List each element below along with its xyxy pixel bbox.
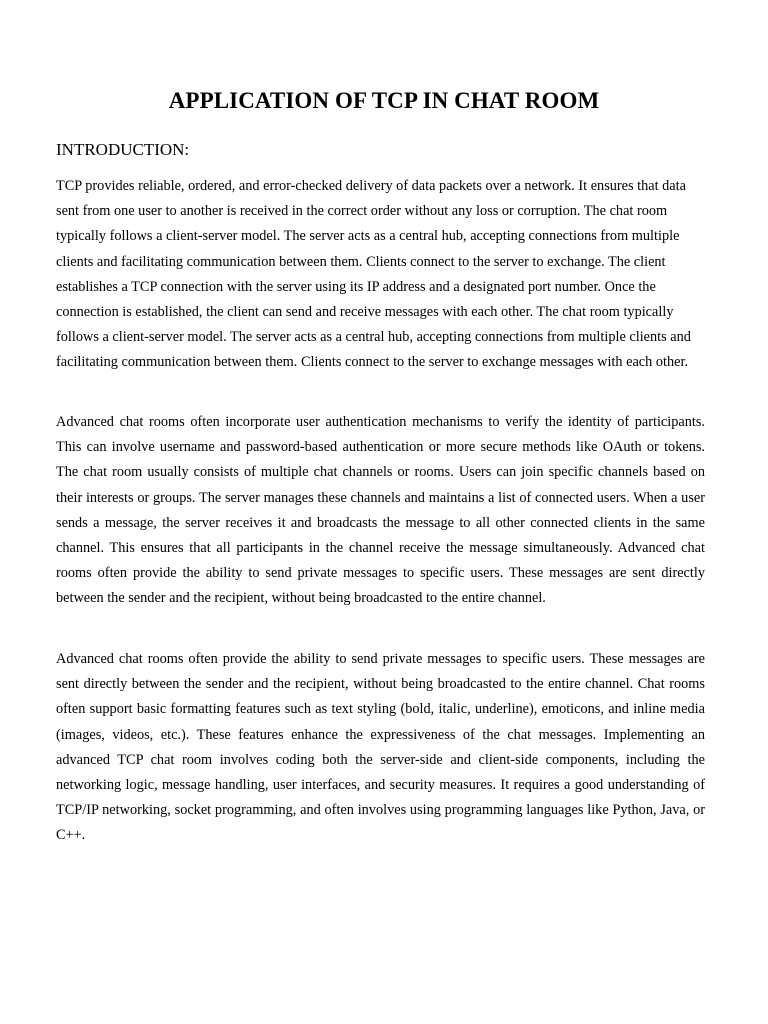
section-heading-introduction: INTRODUCTION: (56, 140, 190, 159)
document-title: APPLICATION OF TCP IN CHAT ROOM (168, 88, 600, 113)
paragraph-3: Advanced chat rooms often provide the ability to send private messages to specific users. These messages are sent directly between the sender and the recipient, without being broadcasted to the entire channel. Chat rooms often support basic formatting features such as text styling (bold, italic, underline), emoticons, and inline media (images, videos, etc.). These features enhance the expressiveness of the chat messages. Implementing an advanced TCP chat room involves coding both the server-side and client-side components, including the networking logic, message handling, user interfaces, and security measures. It requires a good understanding of TCP/IP networking, socket programming, and often involves using programming languages like Python, Java, or C++. (56, 651, 705, 844)
paragraph-1: TCP provides reliable, ordered, and error-checked delivery of data packets over a network. It ensures that data sent from one user to another is received in the correct order without any loss or corruption. The chat room typically follows a client-server model. The server acts as a central hub, accepting connections from multiple clients and facilitating communication between them. Clients connect to the server to exchange. The client establishes a TCP connection with the server using its IP address and a designated port number. Once the connection is established, the client can send and receive messages with each other. The chat room typically follows a client-server model. The server acts as a central hub, accepting connections from multiple clients and facilitating communication between them. Clients connect to the server to exchange messages with each other. (56, 178, 691, 371)
paragraph-2: Advanced chat rooms often incorporate user authentication mechanisms to verify the identity of participants. This can involve username and password-based authentication or more secure methods like OAuth or tokens. The chat room usually consists of multiple chat channels or rooms. Users can join specific channels based on their interests or groups. The server manages these channels and maintains a list of connected users. When a user sends a message, the server receives it and broadcasts the message to all other connected clients in the same channel. This ensures that all participants in the channel receive the message simultaneously. Advanced chat rooms often provide the ability to send private messages to specific users. These messages are sent directly between the sender and the recipient, without being broadcasted to the entire channel. (56, 414, 705, 607)
